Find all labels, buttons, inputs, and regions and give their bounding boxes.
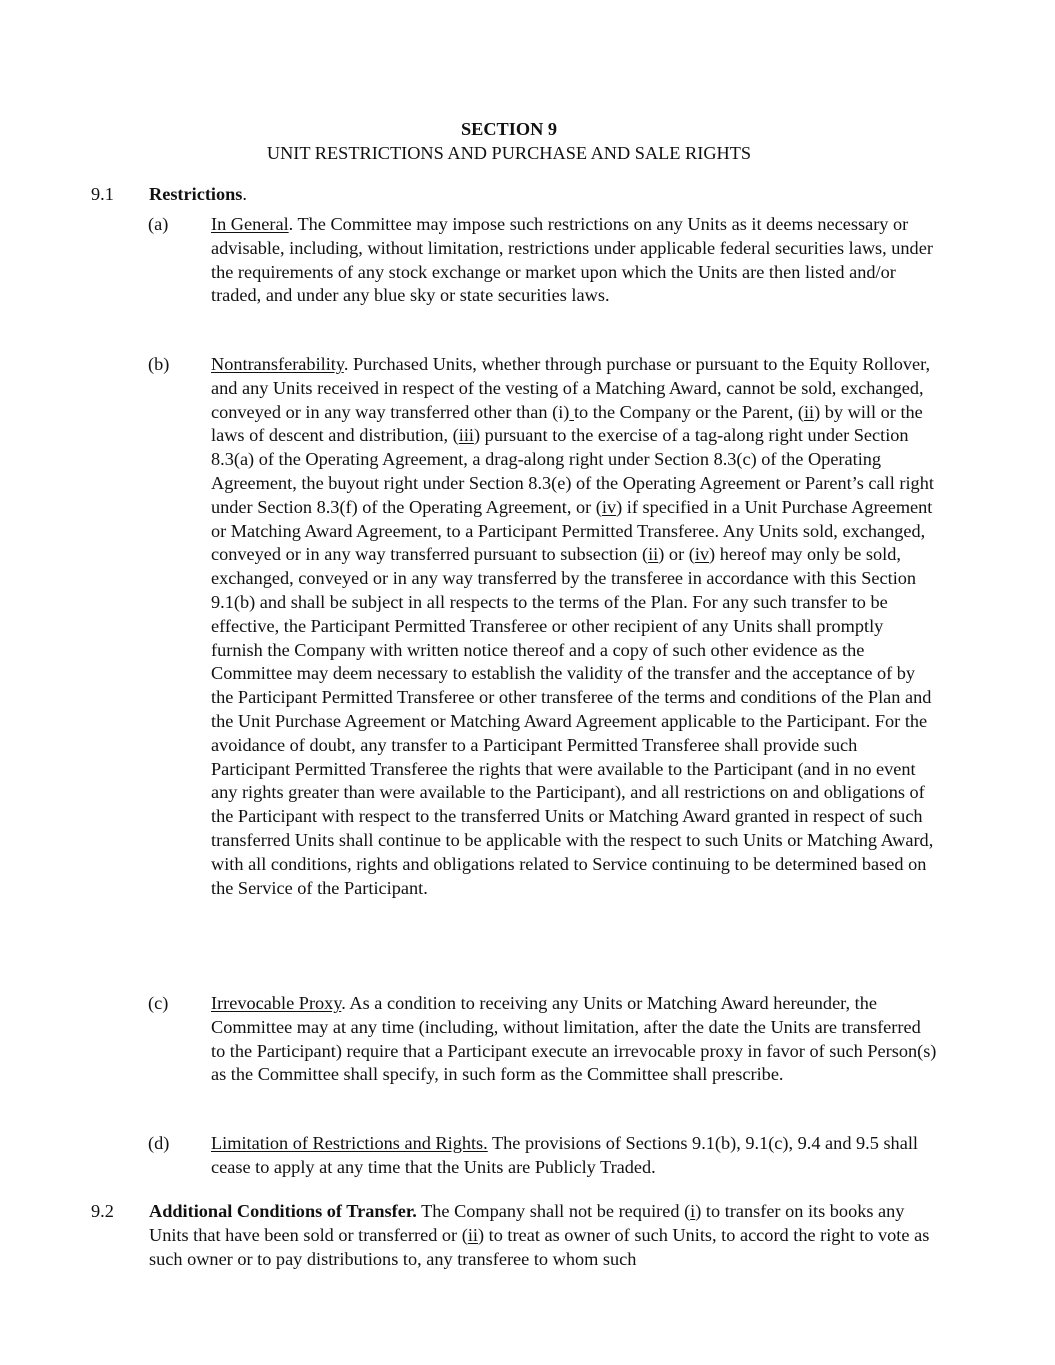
- subsection-b-paragraph: [211, 353, 937, 900]
- roman-iii: iii: [458, 425, 475, 446]
- subsection-d-text: The provisions of Sections 9.1(b), 9.1(c), 9.4 and 9.5 shall cease to apply at any time that the Units are Publicly Traded.: [211, 1133, 918, 1177]
- roman-ii: ii: [803, 401, 815, 422]
- section-9-2-text-3: ) to treat as owner of such Units, to accord the right to vote as such owner or to pay distributions to, any transferee to whom such: [149, 1224, 930, 1269]
- subsection-b-text-5: ) if specified in a Unit Purchase Agreement or Matching Award Agreement, to a Participant Permitted Transferee. Any Units sold, exchanged, conveyed or in any way transferred pursuant to subsection (: [211, 496, 933, 565]
- subsection-b-heading: Nontransferability: [211, 354, 344, 374]
- roman-iv: iv: [601, 496, 617, 517]
- section-9-1-title: Restrictions: [149, 184, 243, 204]
- section-9-2-text-1: The Company shall not be required (: [416, 1201, 691, 1221]
- subsection-b-text-7: ) hereof may only be sold, exchanged, conveyed or in any way transferred by the transferee in accordance with this Section 9.1(b) and shall be subject in all respects to the terms of the Plan. For any such transfer to be effective, the Participant Permitted Transferee or other recipient of any Units shall promptly furnish the Company with written notice thereof and a copy of such other evidence as the Committee may deem necessary to establish the validity of the transfer and the acceptance of by the Participant Permitted Transferee or other transferee of the terms and conditions of the Plan and the Unit Purchase Agreement or Matching Award Agreement applicable to the Participant. For the avoidance of doubt, any transfer to a Participant Permitted Transferee shall provide such Participant Permitted Transferee the rights that were available to the Participant (and in no event any rights greater than were available to the Participant), and all restrictions on and obligations of the Participant with respect to the transferred Units or Matching Award granted in respect of such transferred Units shall continue to be applicable with the respect to such Units or Matching Award, with all conditions, rights and obligations related to Service continuing to be determined based on the Service of the Participant.: [211, 544, 934, 898]
- subsection-a-text: . The Committee may impose such restrictions on any Units as it deems necessary or advisable, including, without limitation, restrictions under applicable federal securities laws, under the requirements of any stock exchange or market upon which the Units are then listed and/or traded, and under any blue sky or state securities laws.: [211, 214, 933, 306]
- subsection-a-heading: In General: [211, 214, 289, 234]
- subsection-b-text-2: to the Company or the Parent, (: [573, 401, 804, 422]
- roman-iv-ref: iv: [694, 544, 710, 565]
- subsection-a-paragraph: [211, 213, 937, 308]
- subsection-d-label: (d): [148, 1133, 170, 1153]
- subsection-c-paragraph: [211, 992, 937, 1087]
- subsection-c-heading: Irrevocable Proxy: [211, 993, 342, 1013]
- subsection-c-text: . As a condition to receiving any Units or Matching Award hereunder, the Committee may at any time (including, without limitation, after the date the Units are transferred to the Participant) require that a Participant execute an irrevocable proxy in favor of such Person(s) as the Committee shall specify, in such form as the Committee shall prescribe.: [211, 993, 937, 1085]
- subsection-d-heading: Limitation of Restrictions and Rights.: [211, 1133, 488, 1153]
- subsection-c-label: (c): [148, 993, 169, 1013]
- section-9-1-title-period: .: [242, 184, 247, 204]
- section-9-2-title: Additional Conditions of Transfer.: [149, 1201, 417, 1221]
- subsection-a-label: (a): [148, 214, 169, 234]
- roman-ii-ref: ii: [648, 544, 659, 565]
- section-9-2-paragraph: [149, 1200, 937, 1271]
- subsection-d-paragraph: [211, 1132, 937, 1180]
- section-9-2-number: 9.2: [91, 1201, 114, 1221]
- subsection-b-text-3: ) by will or the laws of descent and distribution, (: [211, 401, 923, 446]
- section-9-1-heading: [149, 183, 937, 207]
- roman-i: i: [690, 1201, 696, 1221]
- subsection-b-text-6: ) or (: [658, 544, 695, 565]
- section-title-heading: UNIT RESTRICTIONS AND PURCHASE AND SALE RIGHTS: [266, 143, 752, 163]
- subsection-b-label: (b): [148, 354, 170, 374]
- roman-ii-9-2: ii: [467, 1224, 478, 1245]
- section-9-1-number: 9.1: [91, 184, 114, 204]
- subsection-b-text-4: ) pursuant to the exercise of a tag-along right under Section 8.3(a) of the Operating Agreement, a drag-along right under Section 8.3(c) of the Operating Agreement, the buyout right under Section 8.3(e) of the Operating Agreement or Parent’s call right under Section 8.3(f) of the Operating Agreement, or (: [211, 425, 934, 517]
- subsection-b-text-1: . Purchased Units, whether through purchase or pursuant to the Equity Rollover, and any Units received in respect of the vesting of a Matching Award, cannot be sold, exchanged, conveyed or in any way transferred other than (i): [211, 354, 931, 422]
- section-number-heading: SECTION 9: [460, 119, 557, 139]
- section-9-2-text-2: ) to transfer on its books any Units that have been sold or transferred or (: [149, 1201, 905, 1245]
